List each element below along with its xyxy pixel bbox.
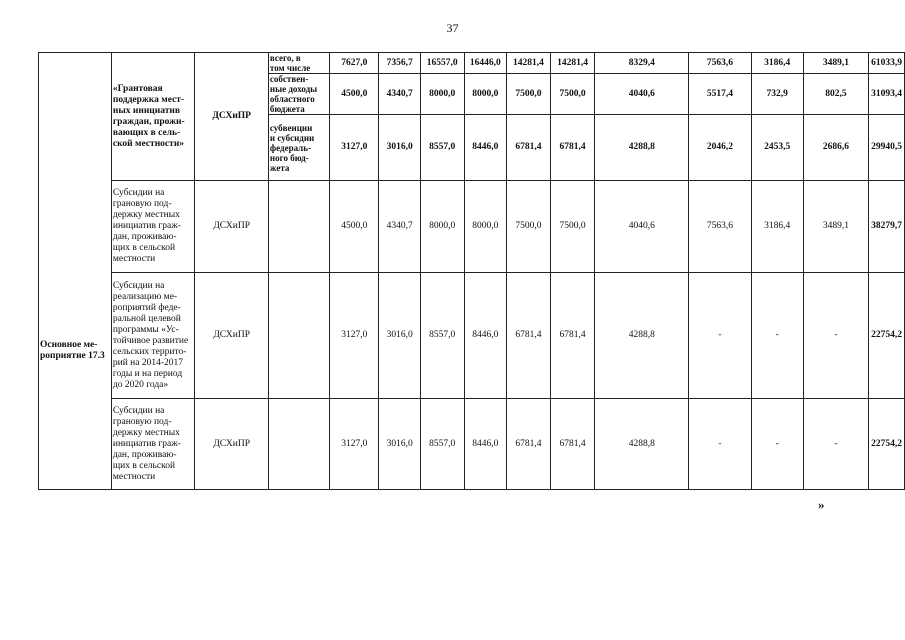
value-cell: 6781,4: [550, 115, 595, 181]
value-cell: 7563,6: [689, 53, 751, 74]
value-cell: 4288,8: [595, 273, 689, 399]
subsidy-name: Субсидии на грановую под- держку местных инициатив граж- дан, проживаю- щих в сельской местности: [111, 181, 195, 273]
subsidy-name: Субсидии на реализацию ме- роприятий феде- ральной целевой программы «Ус- тойчивое развитие сельских террито- рий на 2014-2017 годы и на период до 2020 года»: [111, 273, 195, 399]
main-event-label: Основное ме- роприятие 17.3: [39, 53, 112, 490]
value-cell: 6781,4: [550, 273, 595, 399]
value-cell: 14281,4: [507, 53, 551, 74]
value-cell: 4288,8: [595, 115, 689, 181]
closing-quote: »: [818, 497, 825, 512]
value-cell: 3489,1: [803, 181, 868, 273]
subsidy-executor: ДСХиПР: [195, 273, 269, 399]
value-cell: 4340,7: [379, 74, 420, 115]
value-cell: 7500,0: [550, 74, 595, 115]
empty-source-cell: [268, 399, 329, 490]
value-cell: 8446,0: [464, 399, 507, 490]
value-cell: 7500,0: [507, 181, 551, 273]
value-cell: -: [751, 399, 803, 490]
value-cell: 8557,0: [420, 399, 464, 490]
value-cell: 732,9: [751, 74, 803, 115]
value-cell: 38279,7: [869, 181, 905, 273]
value-cell: 2046,2: [689, 115, 751, 181]
value-cell: 7356,7: [379, 53, 420, 74]
value-cell: -: [689, 399, 751, 490]
value-cell: 16446,0: [464, 53, 507, 74]
value-cell: 3127,0: [330, 273, 379, 399]
value-cell: 8000,0: [420, 181, 464, 273]
value-cell: 4500,0: [330, 74, 379, 115]
value-cell: 3186,4: [751, 53, 803, 74]
value-cell: 8446,0: [464, 115, 507, 181]
empty-source-cell: [268, 273, 329, 399]
value-cell: 4340,7: [379, 181, 420, 273]
table-row: [39, 53, 905, 74]
group-executor: ДСХиПР: [195, 53, 269, 181]
subsidy-name: Субсидии на грановую под- держку местных инициатив граж- дан, проживаю- щих в сельской местности: [111, 399, 195, 490]
table-body: [39, 53, 905, 490]
value-cell: 2686,6: [803, 115, 868, 181]
value-cell: 4040,6: [595, 181, 689, 273]
value-cell: -: [689, 273, 751, 399]
value-cell: -: [751, 273, 803, 399]
value-cell: 7627,0: [330, 53, 379, 74]
value-cell: 6781,4: [507, 115, 551, 181]
funding-source-label: всего, в том числе: [268, 53, 329, 74]
value-cell: 6781,4: [507, 273, 551, 399]
value-cell: -: [803, 273, 868, 399]
value-cell: 5517,4: [689, 74, 751, 115]
value-cell: 14281,4: [550, 53, 595, 74]
table-row: [39, 181, 905, 273]
value-cell: 31093,4: [869, 74, 905, 115]
value-cell: 22754,2: [869, 399, 905, 490]
value-cell: 8557,0: [420, 273, 464, 399]
value-cell: 2453,5: [751, 115, 803, 181]
table-row: [39, 273, 905, 399]
value-cell: 3016,0: [379, 399, 420, 490]
value-cell: 6781,4: [507, 399, 551, 490]
group-name: «Грантовая поддержка мест- ных инициатив граждан, прожи- вающих в сель- ской местности»: [111, 53, 195, 181]
subsidy-executor: ДСХиПР: [195, 399, 269, 490]
value-cell: 8000,0: [464, 74, 507, 115]
value-cell: 8557,0: [420, 115, 464, 181]
value-cell: 8000,0: [464, 181, 507, 273]
value-cell: 8000,0: [420, 74, 464, 115]
empty-source-cell: [268, 181, 329, 273]
value-cell: 3489,1: [803, 53, 868, 74]
value-cell: 29940,5: [869, 115, 905, 181]
value-cell: 4500,0: [330, 181, 379, 273]
value-cell: 3016,0: [379, 115, 420, 181]
value-cell: 7500,0: [550, 181, 595, 273]
page-number: 37: [446, 21, 459, 35]
value-cell: 22754,2: [869, 273, 905, 399]
table-row: [39, 399, 905, 490]
budget-table: [38, 52, 905, 490]
funding-source-label: субвенции и субсидии федераль- ного бюд- жета: [268, 115, 329, 181]
value-cell: -: [803, 399, 868, 490]
value-cell: 8329,4: [595, 53, 689, 74]
value-cell: 8446,0: [464, 273, 507, 399]
value-cell: 3016,0: [379, 273, 420, 399]
value-cell: 7563,6: [689, 181, 751, 273]
value-cell: 3186,4: [751, 181, 803, 273]
subsidy-executor: ДСХиПР: [195, 181, 269, 273]
value-cell: 4040,6: [595, 74, 689, 115]
value-cell: 4288,8: [595, 399, 689, 490]
value-cell: 61033,9: [869, 53, 905, 74]
funding-source-label: собствен- ные доходы областного бюджета: [268, 74, 329, 115]
value-cell: 3127,0: [330, 399, 379, 490]
value-cell: 802,5: [803, 74, 868, 115]
value-cell: 3127,0: [330, 115, 379, 181]
value-cell: 6781,4: [550, 399, 595, 490]
value-cell: 16557,0: [420, 53, 464, 74]
value-cell: 7500,0: [507, 74, 551, 115]
